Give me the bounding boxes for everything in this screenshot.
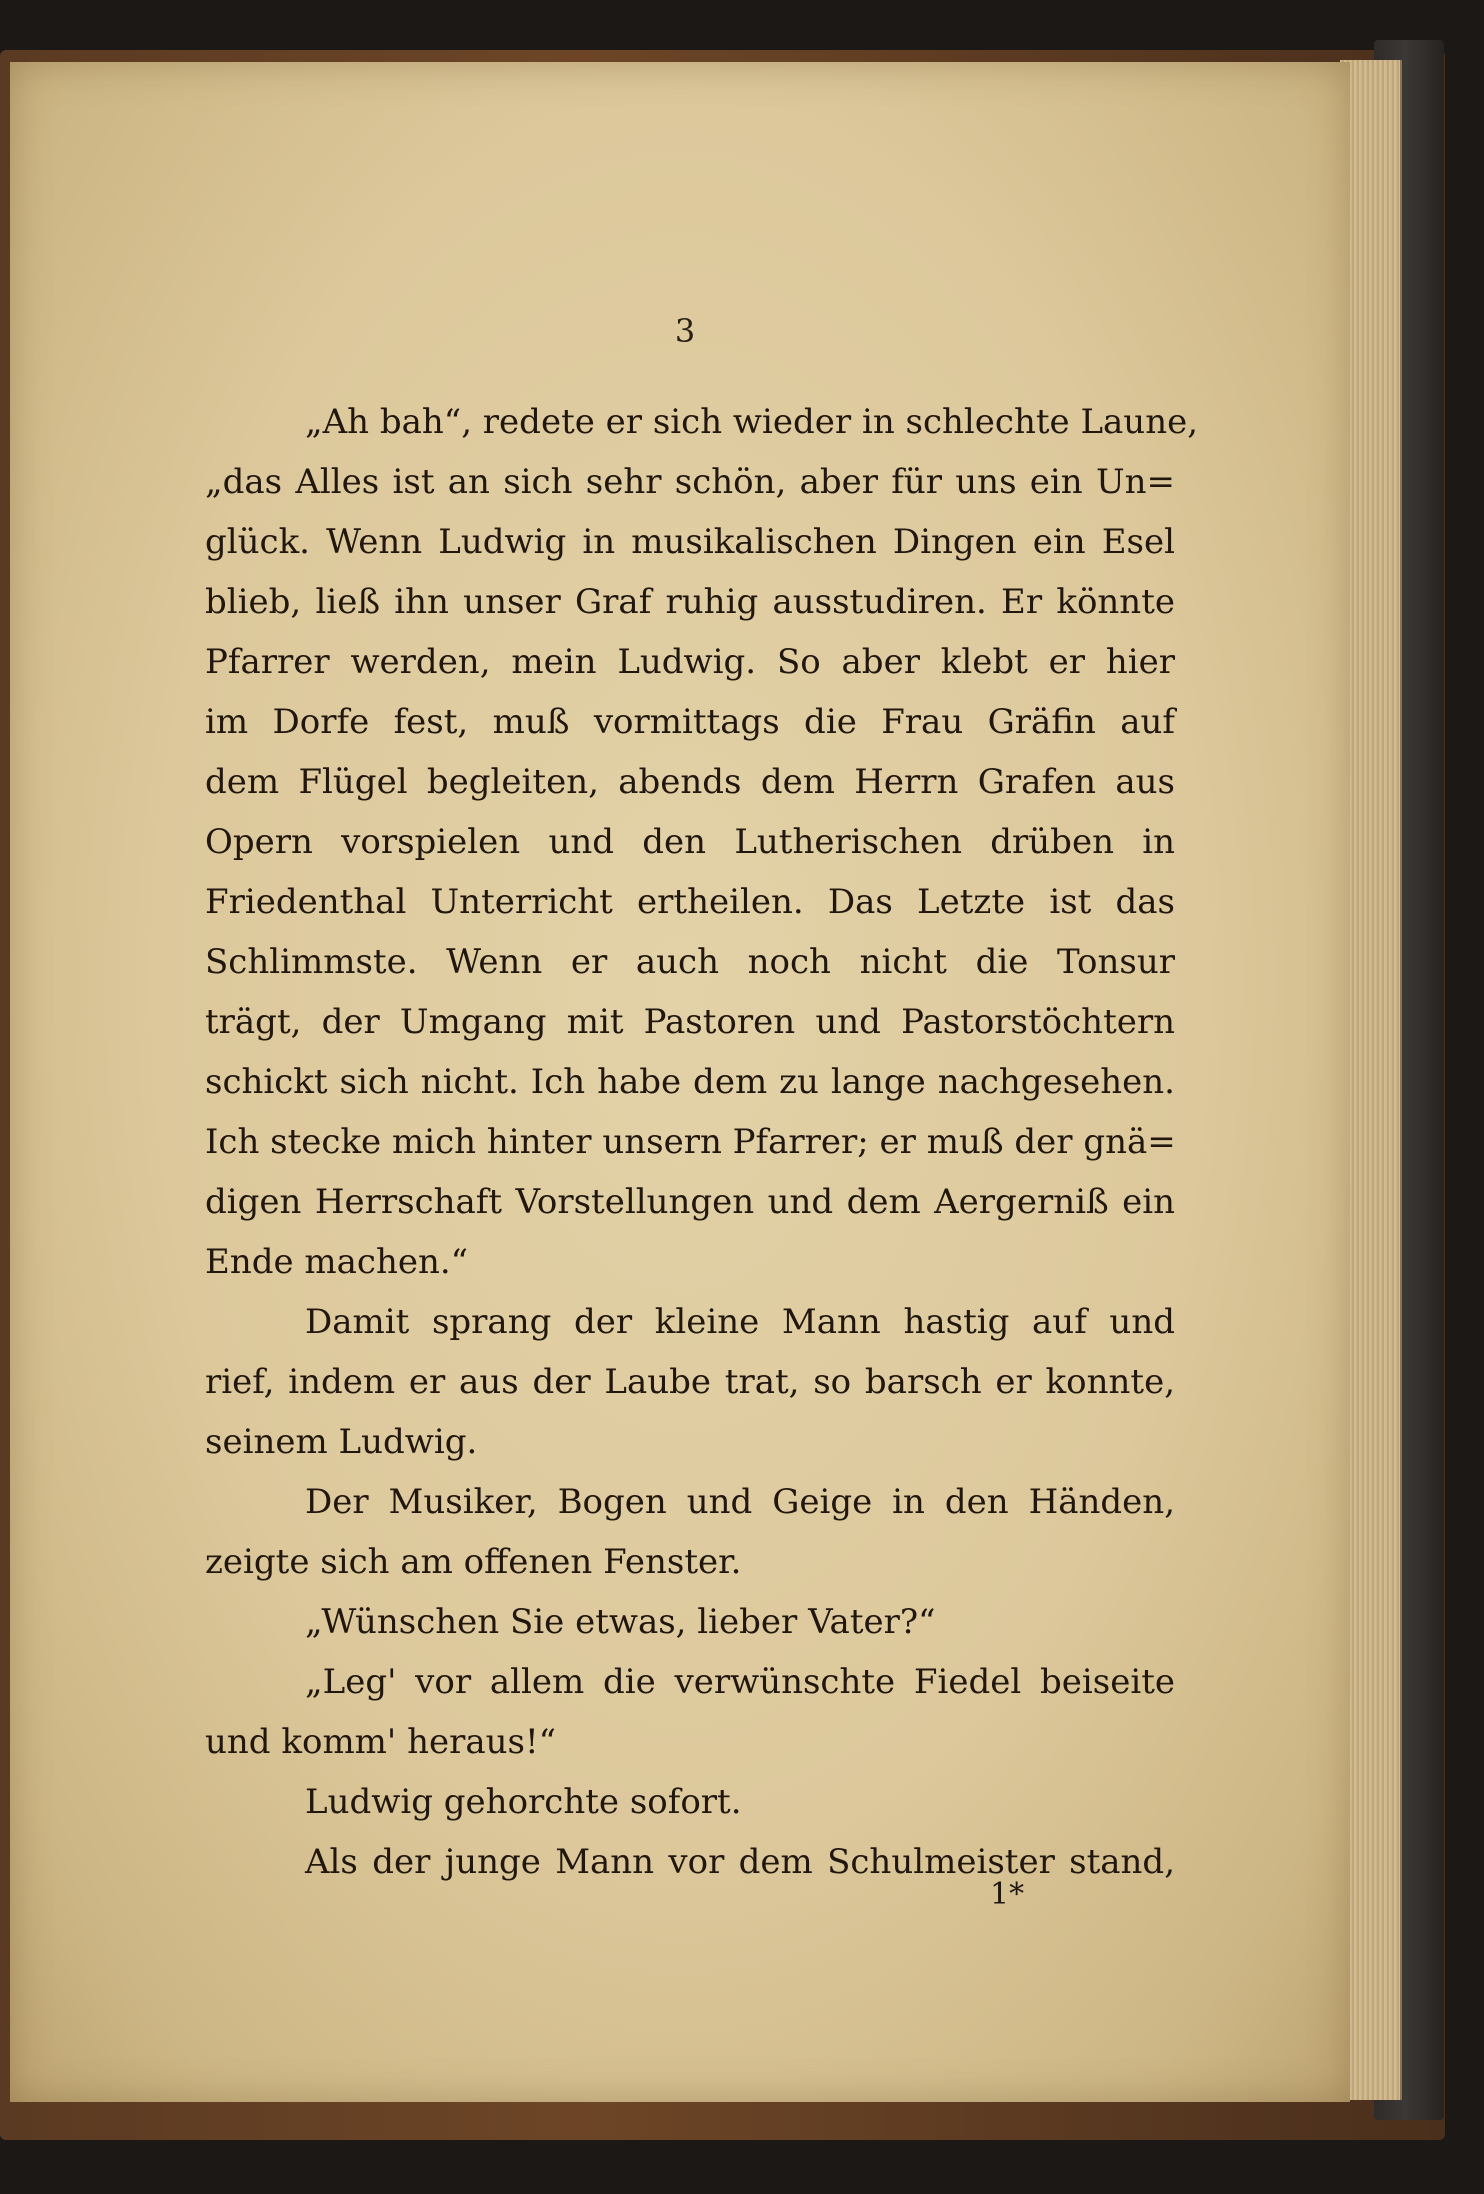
text-line: „Wünschen Sie etwas, lieber Vater?“ <box>305 1602 936 1642</box>
text-line: digen Herrschaft Vorstellungen und dem Aergerniß ein <box>205 1182 1175 1222</box>
text-line: Der Musiker, Bogen und Geige in den Händen, <box>305 1482 1175 1522</box>
text-line: seinem Ludwig. <box>205 1422 478 1462</box>
text-line: Schlimmste. Wenn er auch noch nicht die Tonsur <box>205 942 1175 982</box>
signature-mark: 1* <box>990 1877 1025 1912</box>
text-line: und komm' heraus!“ <box>205 1722 557 1762</box>
text-line: Ende machen.“ <box>205 1242 469 1282</box>
text-line: „Leg' vor allem die verwünschte Fiedel beiseite <box>305 1662 1175 1702</box>
text-line: glück. Wenn Ludwig in musikalischen Dingen ein Esel <box>205 522 1175 562</box>
text-line: zeigte sich am offenen Fenster. <box>205 1542 742 1582</box>
text-line: blieb, ließ ihn unser Graf ruhig ausstudiren. Er könnte <box>205 582 1175 622</box>
text-line: im Dorfe fest, muß vormittags die Frau Gräfin auf <box>205 702 1175 742</box>
text-line: Friedenthal Unterricht ertheilen. Das Letzte ist das <box>205 882 1175 922</box>
text-line: Ludwig gehorchte sofort. <box>305 1782 742 1822</box>
text-line: Damit sprang der kleine Mann hastig auf und <box>305 1302 1175 1342</box>
text-line: Pfarrer werden, mein Ludwig. So aber klebt er hier <box>205 642 1175 682</box>
text-line: dem Flügel begleiten, abends dem Herrn Grafen aus <box>205 762 1175 802</box>
text-line: Als der junge Mann vor dem Schulmeister stand, <box>305 1842 1175 1882</box>
text-line: schickt sich nicht. Ich habe dem zu lange nachgesehen. <box>205 1062 1175 1102</box>
book-page <box>10 62 1350 2102</box>
text-line: Opern vorspielen und den Lutherischen drüben in <box>205 822 1175 862</box>
text-line: Ich stecke mich hinter unsern Pfarrer; er muß der gnä= <box>205 1122 1176 1162</box>
text-line: trägt, der Umgang mit Pastoren und Pastorstöchtern <box>205 1002 1175 1042</box>
text-line: „das Alles ist an sich sehr schön, aber für uns ein Un= <box>205 462 1175 502</box>
text-line: „Ah bah“, redete er sich wieder in schlechte Laune, <box>305 402 1199 442</box>
page-text <box>205 392 1199 1892</box>
page-number: 3 <box>674 312 696 350</box>
text-line: rief, indem er aus der Laube trat, so barsch er konnte, <box>205 1362 1175 1402</box>
